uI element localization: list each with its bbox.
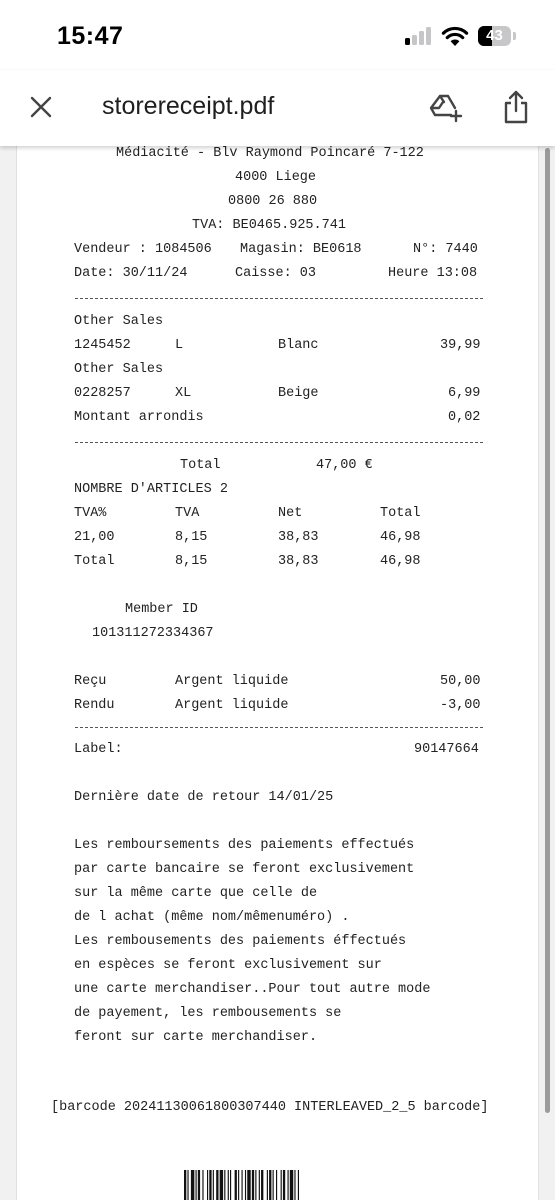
battery-icon xyxy=(478,26,516,46)
vat-header-vat: TVA xyxy=(175,506,200,521)
register-number: Caisse: 03 xyxy=(235,266,317,281)
received-value: 50,00 xyxy=(440,674,481,689)
item-code: 0228257 xyxy=(74,386,131,401)
item-color: Blanc xyxy=(278,338,319,353)
vat-cell: 38,83 xyxy=(278,530,319,545)
barcode-text: [barcode 20241130061800307440 INTERLEAVED_2_5 barcode] xyxy=(51,1100,489,1115)
total-label: Total xyxy=(180,458,221,473)
member-id-value: 101311272334367 xyxy=(92,626,214,641)
item-code: 1245452 xyxy=(74,338,131,353)
vat-header-rate: TVA% xyxy=(74,506,107,521)
receipt-hour: Heure 13:08 xyxy=(388,266,478,281)
divider xyxy=(75,442,483,443)
received-method: Argent liquide xyxy=(175,674,289,689)
policy-line: de payement, les rembousements se xyxy=(74,1006,342,1021)
status-bar xyxy=(0,0,555,70)
store-id: Magasin: BE0618 xyxy=(240,242,362,257)
receipt-page xyxy=(16,146,539,1200)
status-time: 15:47 xyxy=(57,22,124,50)
pdf-viewer[interactable] xyxy=(0,146,555,1200)
receipt-date: Date: 30/11/24 xyxy=(74,266,188,281)
policy-line: sur la même carte que celle de xyxy=(74,886,318,901)
wifi-icon xyxy=(441,25,469,47)
app-bar xyxy=(0,70,555,146)
vat-header-net: Net xyxy=(278,506,303,521)
close-button[interactable] xyxy=(22,88,60,126)
vat-total-cell: Total xyxy=(74,554,115,569)
received-label: Reçu xyxy=(74,674,107,689)
rounding-label: Montant arrondis xyxy=(74,410,204,425)
policy-line: feront sur carte merchandiser. xyxy=(74,1030,318,1045)
share-icon xyxy=(503,90,529,124)
receipt-number: N°: 7440 xyxy=(413,242,478,257)
vat-header-total: Total xyxy=(380,506,421,521)
policy-line: une carte merchandiser..Pour tout autre mode xyxy=(74,982,431,997)
store-phone: 0800 26 880 xyxy=(228,194,318,209)
item-price: 39,99 xyxy=(440,338,481,353)
cellular-signal-icon xyxy=(405,27,435,45)
policy-line: Les remboursements des paiements effectués xyxy=(74,838,415,853)
vat-cell: 46,98 xyxy=(380,530,421,545)
item-price: 6,99 xyxy=(448,386,481,401)
policy-line: en espèces se feront exclusivement sur xyxy=(74,958,382,973)
battery-level: 43 xyxy=(486,27,503,44)
change-value: -3,00 xyxy=(440,698,481,713)
share-button[interactable] xyxy=(496,87,536,127)
change-label: Rendu xyxy=(74,698,115,713)
rounding-value: 0,02 xyxy=(448,410,481,425)
change-method: Argent liquide xyxy=(175,698,289,713)
store-city: 4000 Liege xyxy=(235,170,317,185)
item-size: XL xyxy=(175,386,192,401)
label-value: 90147664 xyxy=(414,742,479,757)
policy-line: par carte bancaire se feront exclusivement xyxy=(74,862,415,877)
item-section: Other Sales xyxy=(74,362,164,377)
label-label: Label: xyxy=(74,742,123,757)
member-id-label: Member ID xyxy=(125,602,198,617)
scrollbar[interactable] xyxy=(545,148,550,1113)
vat-total-cell: 46,98 xyxy=(380,554,421,569)
add-to-drive-icon xyxy=(429,93,463,123)
store-address: Médiacité - Blv Raymond Poincaré 7-122 xyxy=(116,146,424,161)
vendor-id: Vendeur : 1084506 xyxy=(74,242,212,257)
return-date: Dernière date de retour 14/01/25 xyxy=(74,790,334,805)
policy-line: Les rembousements des paiements éffectués xyxy=(74,934,407,949)
vat-cell: 21,00 xyxy=(74,530,115,545)
add-to-drive-button[interactable] xyxy=(426,88,466,128)
divider xyxy=(75,298,483,299)
vat-total-cell: 8,15 xyxy=(175,554,208,569)
item-count: NOMBRE D'ARTICLES 2 xyxy=(74,482,228,497)
divider xyxy=(75,727,483,728)
item-color: Beige xyxy=(278,386,319,401)
vat-total-cell: 38,83 xyxy=(278,554,319,569)
item-size: L xyxy=(175,338,184,353)
vat-number: TVA: BE0465.925.741 xyxy=(192,218,346,233)
item-section: Other Sales xyxy=(74,314,164,329)
vat-cell: 8,15 xyxy=(175,530,208,545)
policy-line: de l achat (même nom/mêmenuméro) . xyxy=(74,910,350,925)
close-icon xyxy=(29,95,53,119)
barcode-image xyxy=(180,1170,380,1200)
document-title: storereceipt.pdf xyxy=(102,92,275,120)
total-value: 47,00 € xyxy=(316,458,373,473)
